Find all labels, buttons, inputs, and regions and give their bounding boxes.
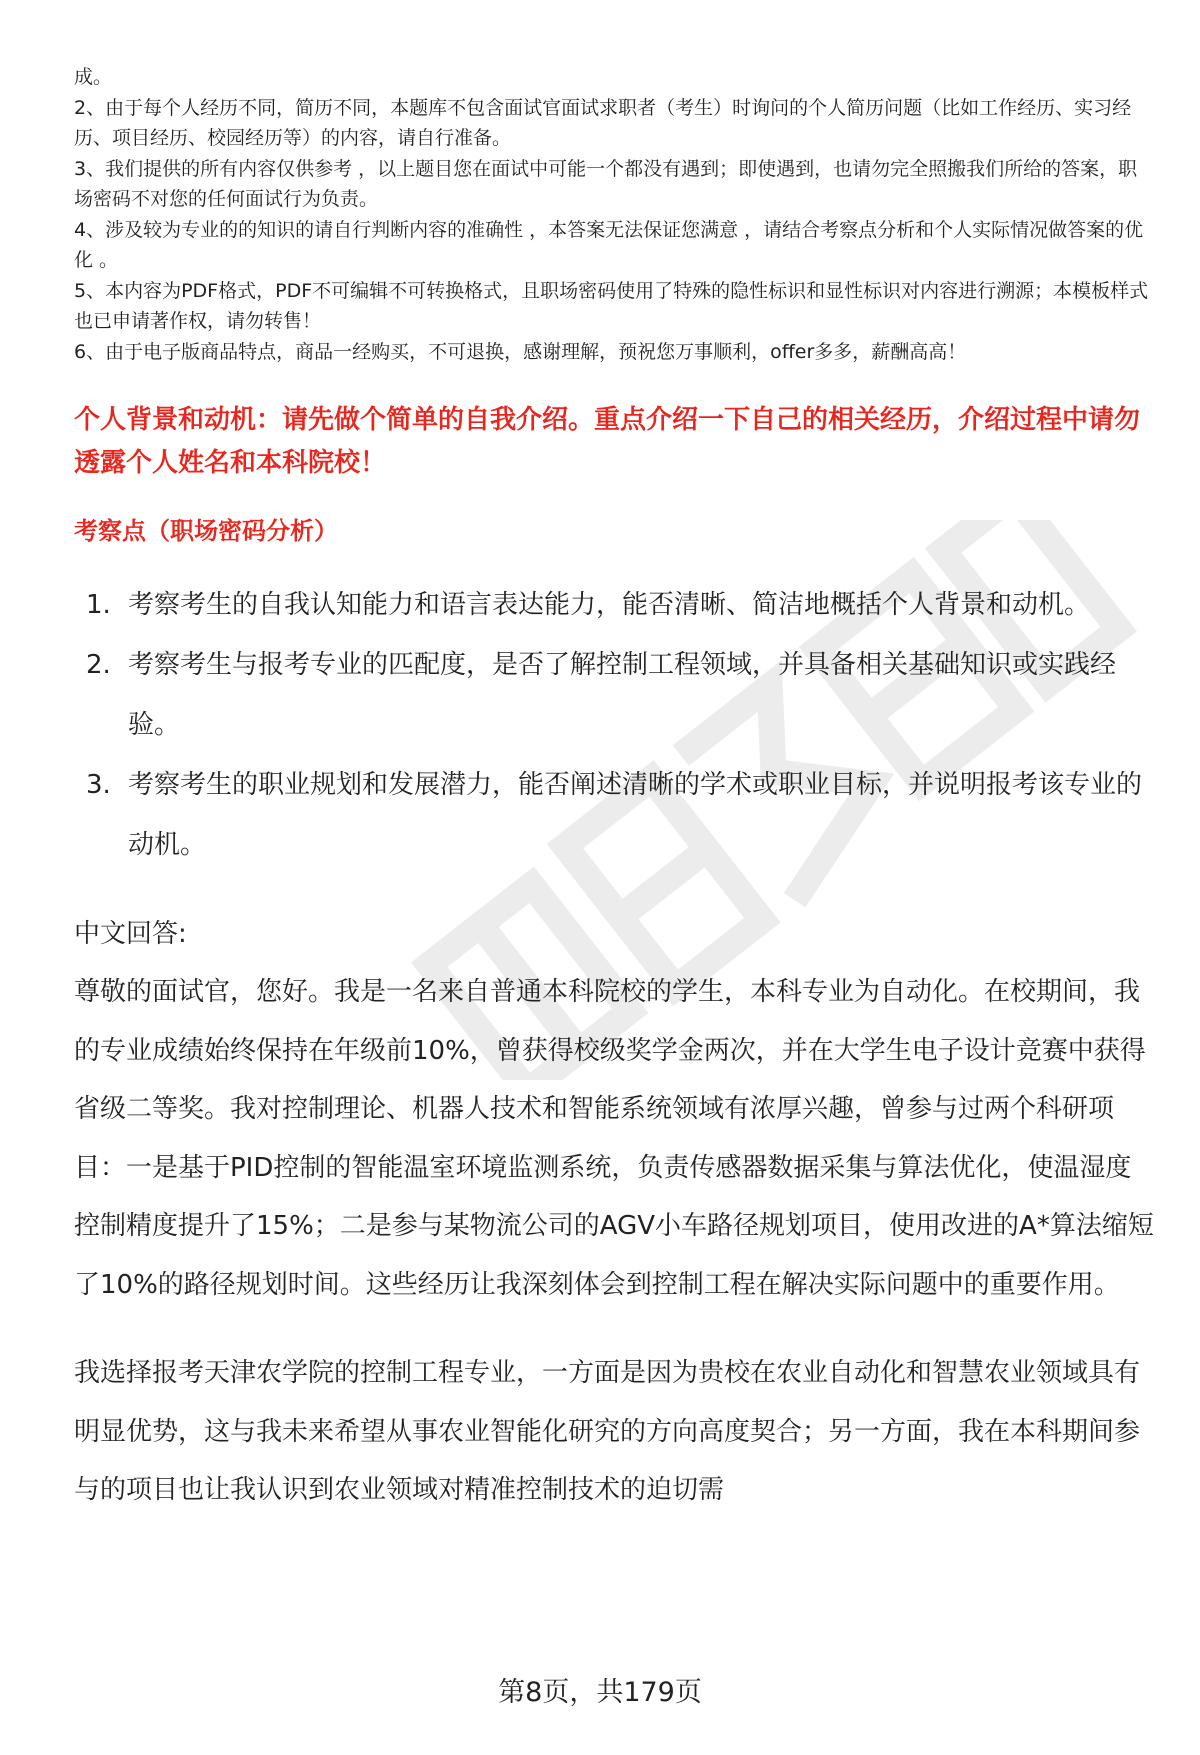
answer-title: 中文回答:	[74, 919, 187, 949]
list-item	[74, 635, 1154, 755]
point-number: 3.	[86, 770, 111, 800]
answer-paragraph: 我选择报考天津农学院的控制工程专业，一方面是因为贵校在农业自动化和智慧农业领域具有明显优势，这与我未来希望从事农业智能化研究的方向高度契合；另一方面，我在本科期间参与的项目也让我认识到农业领域对精准控制技术的迫切需	[74, 1358, 1141, 1505]
point-number: 2.	[86, 650, 111, 680]
note-item: 2、由于每个人经历不同，简历不同，本题库不包含面试官面试求职者（考生）时询问的个人简历问题（比如工作经历、实习经历、项目经历、校园经历等）的内容，请自行准备。	[74, 96, 1132, 149]
analysis-title: 考察点（职场密码分析）	[74, 517, 338, 545]
point-number: 1.	[86, 590, 111, 620]
note-item: 3、我们提供的所有内容仅供参考 ，以上题目您在面试中可能一个都没有遇到；即使遇到，也请勿完全照搬我们所给的答案，职场密码不对您的任何面试行为负责。	[74, 157, 1138, 210]
point-text: 考察考生的职业规划和发展潜力，能否阐述清晰的学术或职业目标，并说明报考该专业的动机。	[128, 770, 1143, 860]
notes-section	[74, 62, 1154, 367]
question-heading: 个人背景和动机：请先做个简单的自我介绍。重点介绍一下自己的相关经历，介绍过程中请勿透露个人姓名和本科院校！	[74, 405, 1141, 478]
content-area	[74, 62, 1154, 1520]
point-text: 考察考生的自我认知能力和语言表达能力，能否清晰、简洁地概括个人背景和动机。	[128, 590, 1091, 620]
note-item: 4、涉及较为专业的的知识的请自行判断内容的准确性 ，本答案无法保证您满意 ，请结合考察点分析和个人实际情况做答案的优化 。	[74, 218, 1144, 271]
list-item	[74, 575, 1154, 635]
note-item: 6、由于电子版商品特点，商品一经购买，不可退换，感谢理解，预祝您万事顺利，offer多多，薪酬高高！	[74, 340, 967, 363]
list-item	[74, 755, 1154, 875]
answer-paragraph: 尊敬的面试官，您好。我是一名来自普通本科院校的学生，本科专业为自动化。在校期间，我的专业成绩始终保持在年级前10%，曾获得校级奖学金两次，并在大学生电子设计竞赛中获得省级二等奖。我对控制理论、机器人技术和智能系统领域有浓厚兴趣，曾参与过两个科研项目：一是基于PID控制的智能温室环境监测系统，负责传感器数据采集与算法优化，使温湿度控制精度提升了15%；二是参与某物流公司的AGV小车路径规划项目，使用改进的A*算法缩短了10%的路径规划时间。这些经历让我深刻体会到控制工程在解决实际问题中的重要作用。	[74, 977, 1154, 1300]
page-number: 第8页，共179页	[498, 1677, 702, 1708]
analysis-points	[74, 575, 1154, 875]
note-item: 5、本内容为PDF格式，PDF不可编辑不可转换格式，且职场密码使用了特殊的隐性标识和显性标识对内容进行溯源；本模板样式也已申请著作权，请勿转售！	[74, 279, 1149, 332]
note-item: 成。	[74, 66, 113, 88]
point-text: 考察考生与报考专业的匹配度，是否了解控制工程领域，并具备相关基础知识或实践经验。	[128, 650, 1117, 740]
